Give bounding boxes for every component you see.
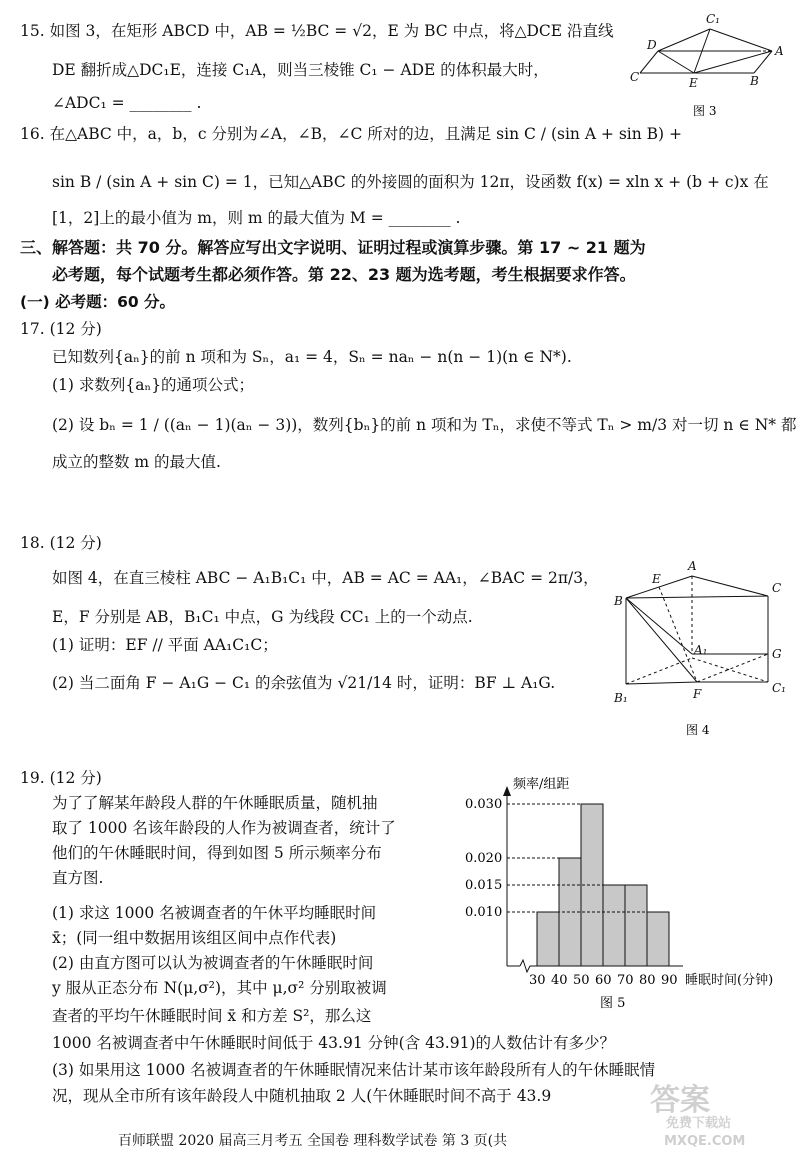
q17-line-4: 成立的整数 m 的最大值.: [52, 453, 221, 471]
fig3-edge: [694, 51, 772, 73]
fig3-label: E: [689, 76, 698, 90]
fig3-edge: [710, 29, 772, 51]
watermark-url: MXQE.COM: [664, 1134, 746, 1149]
histogram-bar: [537, 912, 559, 966]
q19-line-4: 直方图.: [52, 869, 104, 887]
x-tick-label: 40: [551, 973, 568, 988]
fig4-edge: [692, 576, 768, 596]
q19-line-6: x̄；(同一组中数据用该组区间中点作代表): [52, 929, 337, 947]
fig4-label: A: [688, 559, 697, 573]
fig3-edge: [640, 51, 658, 73]
fig4-label: B: [614, 594, 623, 608]
y-axis-label: 频率/组距: [513, 777, 570, 792]
figure-3: [630, 5, 790, 117]
q17-line-1: 已知数列{aₙ}的前 n 项和为 Sₙ，a₁ = 4，Sₙ = naₙ − n(n − 1)(n ∈ N*).: [52, 348, 572, 366]
fig3-edge: [658, 51, 694, 73]
q15-line-2: DE 翻折成△DC₁E，连接 C₁A，则当三棱锥 C₁ − ADE 的体积最大时，: [52, 61, 549, 79]
q17-line-2: (1) 求数列{aₙ}的通项公式；: [52, 376, 255, 394]
fig4-label: C: [772, 581, 782, 595]
q17-line-3: (2) 设 bₙ = 1 / ((aₙ − 1)(aₙ − 3))，数列{bₙ}的前 n 项和为 Tₙ，求使不等式 Tₙ > m/3 对一切 n ∈ N* 都: [52, 416, 797, 434]
figure-4: [612, 558, 792, 743]
section-3-line-3: (一) 必考题：60 分。: [20, 293, 176, 311]
figure-5-histogram: [455, 766, 795, 1046]
x-tick-label: 60: [595, 973, 612, 988]
fig3-edge: [754, 51, 772, 73]
q18-line-2: E，F 分别是 AB，B₁C₁ 中点，G 为线段 CC₁ 上的一个动点.: [52, 608, 473, 626]
y-tick-label: 0.010: [465, 905, 503, 920]
q19-line-8: y 服从正态分布 N(μ,σ²)，其中 μ,σ² 分别取被调: [52, 979, 387, 997]
fig3-label: B: [750, 74, 759, 88]
figure-3-caption: 图 3: [693, 104, 717, 117]
y-tick-label: 0.020: [465, 851, 503, 866]
x-axis-label: 睡眠时间(分钟): [685, 973, 774, 988]
fig3-label: A: [775, 44, 784, 58]
q16-line-1: 16. 在△ABC 中，a，b，c 分别为∠A，∠B，∠C 所对的边，且满足 sin C / (sin A + sin B) +: [20, 125, 683, 143]
figure-5-caption: 图 5: [600, 996, 626, 1011]
x-tick-label: 90: [661, 973, 678, 988]
q18-line-3: (1) 证明：EF // 平面 AA₁C₁C；: [52, 636, 278, 654]
watermark-sub: 免费下载站: [666, 1116, 732, 1131]
fig3-label: C₁: [706, 12, 720, 26]
q18-line-4: (2) 当二面角 F − A₁G − C₁ 的余弦值为 √21/14 时，证明：BF ⊥ A₁G.: [52, 674, 556, 692]
fig3-label: C: [630, 70, 640, 84]
x-tick-label: 70: [617, 973, 634, 988]
q19-line-7: (2) 由直方图可以认为被调查者的午休睡眠时间: [52, 954, 374, 972]
histogram-bar: [625, 885, 647, 966]
fig4-edge: [626, 598, 697, 682]
y-axis-arrow: [503, 786, 511, 796]
q19-line-12: 况，现从全市所有该年龄段人中随机抽取 2 人(午休睡眠时间不高于 43.9: [52, 1087, 552, 1105]
q15-line-3: ∠ADC₁ = ________ .: [52, 94, 202, 112]
q19-line-2: 取了 1000 名该年龄段的人作为被调查者，统计了: [52, 819, 396, 837]
fig4-edge: [626, 682, 697, 684]
q19-line-1: 为了了解某年龄段人群的午休睡眠质量，随机抽: [52, 794, 378, 812]
q15-line-1: 15. 如图 3，在矩形 ABCD 中，AB = ½BC = √2，E 为 BC 中点，将△DCE 沿直线: [20, 22, 614, 40]
fig4-label: C₁: [772, 681, 786, 695]
fig4-edge: [659, 587, 697, 682]
q18-heading: 18. (12 分): [20, 534, 102, 552]
q16-line-2: sin B / (sin A + sin C) = 1，已知△ABC 的外接圆的面积为 12π，设函数 f(x) = xln x + (b + c)x 在: [52, 173, 769, 191]
fig3-label: D: [647, 38, 657, 52]
q18-line-1: 如图 4，在直三棱柱 ABC − A₁B₁C₁ 中，AB = AC = AA₁，∠BAC = 2π/3，: [52, 569, 599, 587]
fig4-edge: [626, 658, 692, 684]
q19-line-11: (3) 如果用这 1000 名被调查者的午休睡眠情况来估计某市该年龄段所有人的午休睡眠情: [52, 1061, 656, 1079]
q19-heading: 19. (12 分): [20, 769, 102, 787]
axis-break: [520, 960, 530, 972]
page-footer: 百师联盟 2020 届高三月考五 全国卷 理科数学试卷 第 3 页(共: [118, 1133, 508, 1149]
fig4-label: B₁: [614, 691, 628, 705]
watermark-main: 答案: [650, 1083, 710, 1118]
histogram-bar: [603, 885, 625, 966]
histogram-bar: [647, 912, 669, 966]
q17-heading: 17. (12 分): [20, 320, 102, 338]
q19-line-10: 1000 名被调查者中午休睡眠时间低于 43.91 分钟(含 43.91)的人数估计有多少？: [52, 1034, 615, 1052]
x-tick-label: 50: [573, 973, 590, 988]
fig4-label: E: [652, 572, 661, 586]
figure-4-caption: 图 4: [686, 723, 710, 737]
section-3-line-2: 必考题，每个试题考生都必须作答。第 22、23 题为选考题，考生根据要求作答。: [52, 265, 636, 284]
section-3-line-1: 三、解答题：共 70 分。解答应写出文字说明、证明过程或演算步骤。第 17 ~ 21 题为: [20, 238, 646, 257]
fig4-edge: [692, 658, 768, 682]
fig4-edge: [626, 596, 768, 598]
y-tick-label: 0.015: [465, 878, 503, 893]
fig4-edge: [697, 654, 768, 682]
q16-line-3: [1，2]上的最小值为 m，则 m 的最大值为 M = ________ .: [52, 209, 461, 227]
x-tick-label: 30: [529, 973, 546, 988]
fig4-label: G: [772, 647, 782, 661]
fig4-label: A₁: [694, 643, 708, 657]
q19-line-5: (1) 求这 1000 名被调查者的午休平均睡眠时间: [52, 904, 377, 922]
q19-line-3: 他们的午休睡眠时间，得到如图 5 所示频率分布: [52, 844, 382, 862]
fig3-edge: [658, 29, 710, 51]
x-tick-label: 80: [639, 973, 656, 988]
q19-line-9: 查者的平均午休睡眠时间 x̄ 和方差 S²，那么这: [52, 1007, 372, 1025]
y-tick-label: 0.030: [465, 797, 503, 812]
fig4-label: F: [693, 687, 702, 701]
